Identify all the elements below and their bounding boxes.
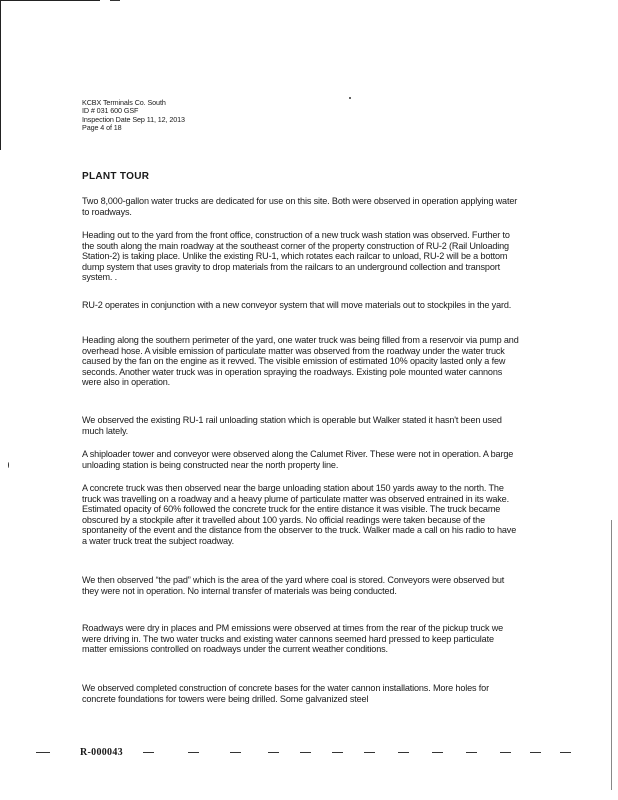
footer-dash xyxy=(364,752,375,753)
footer-dash xyxy=(560,752,571,753)
header-company: KCBX Terminals Co. South xyxy=(82,98,166,107)
footer-dash xyxy=(143,752,154,753)
paragraph: We observed completed construction of concrete bases for the water cannon installations. More holes for concrete foundations for towers were being drilled. Some galvanized steel xyxy=(82,683,489,704)
header-page-number: Page 4 of 18 xyxy=(82,123,122,133)
paragraph: A shiploader tower and conveyor were observed along the Calumet River. These were not in operation. A barge unloading station is being constructed near the north property line. xyxy=(82,449,514,470)
paragraph: We then observed “the pad” which is the area of the yard where coal is stored. Conveyors were observed but they were not in operation. No internal transfer of materials was being conducted. xyxy=(82,575,505,596)
paragraph: We observed the existing RU-1 rail unloading station which is operable but Walker stated it hasn't been used much lately. xyxy=(82,415,502,436)
footer-dash xyxy=(36,752,50,753)
scan-left-edge-line xyxy=(0,0,1,150)
footer-dash xyxy=(268,752,279,753)
paragraph: Roadways were dry in places and PM emissions were observed at times from the rear of the pickup truck we were driving in. The two water trucks and existing water cannons seemed hard pressed to keep particulate matter emissions controlled on roadways under the current weather conditions. xyxy=(82,623,504,655)
paragraph: Heading out to the yard from the front office, construction of a new truck wash station was observed. Further to the south along the main roadway at the southeast corner of the property construction of RU-2 (Rail Unloading Station-2) is taking place. Unlike the existing RU-1, which rotates each railcar to unload, RU-2 will be a bottom dump system that uses gravity to drop materials from the railcars to an underground collection and transport system. . xyxy=(82,230,510,283)
footer-dash xyxy=(530,752,541,753)
footer-dash xyxy=(188,752,199,753)
paragraph: RU-2 operates in conjunction with a new conveyor system that will move materials out to stockpiles in the yard. xyxy=(82,300,512,310)
paragraph: A concrete truck was then observed near the barge unloading station about 150 yards away to the north. The truck was travelling on a roadway and a heavy plume of particulate matter was observed entrained in its wake. Estimated opacity of 60% followed the concrete truck for the entire distance it was visible. The truck became obscured by a stockpile after it travelled about 100 yards. No official readings were taken because of the spontaneity of the event and the distance from the observer to the truck. Walker made a call on his radio to have a water truck treat the subject roadway. xyxy=(82,483,517,546)
footer-dash xyxy=(300,752,311,753)
footer-dash xyxy=(500,752,511,753)
section-title: PLANT TOUR xyxy=(82,171,150,182)
footer-dash xyxy=(332,752,343,753)
footer-dash xyxy=(432,752,443,753)
scan-top-dash xyxy=(110,0,120,1)
document-header xyxy=(82,99,382,133)
header-inspection-date: Inspection Date Sep 11, 12, 2013 xyxy=(82,114,185,124)
footer-dash xyxy=(466,752,477,753)
footer-dash xyxy=(398,752,409,753)
scan-right-edge-line xyxy=(611,520,612,790)
scan-speck xyxy=(8,462,9,468)
header-id: ID # 031 600 GSF xyxy=(82,106,139,116)
footer-dash xyxy=(230,752,241,753)
scan-top-edge-line xyxy=(0,0,100,1)
paragraph: Two 8,000-gallon water trucks are dedicated for use on this site. Both were observed in operation applying water to roadways. xyxy=(82,196,518,217)
paragraph: Heading along the southern perimeter of the yard, one water truck was being filled from a reservoir via pump and overhead hose. A visible emission of particulate matter was observed from the roadway under the water truck caused by the fan on the engine as it revved. The visible emission of estimated 10% opacity lasted only a few seconds. Another water truck was in operation spraying the roadways. Existing pole mounted water cannons were also in operation. xyxy=(82,335,519,388)
bates-number: R-000043 xyxy=(80,747,123,758)
